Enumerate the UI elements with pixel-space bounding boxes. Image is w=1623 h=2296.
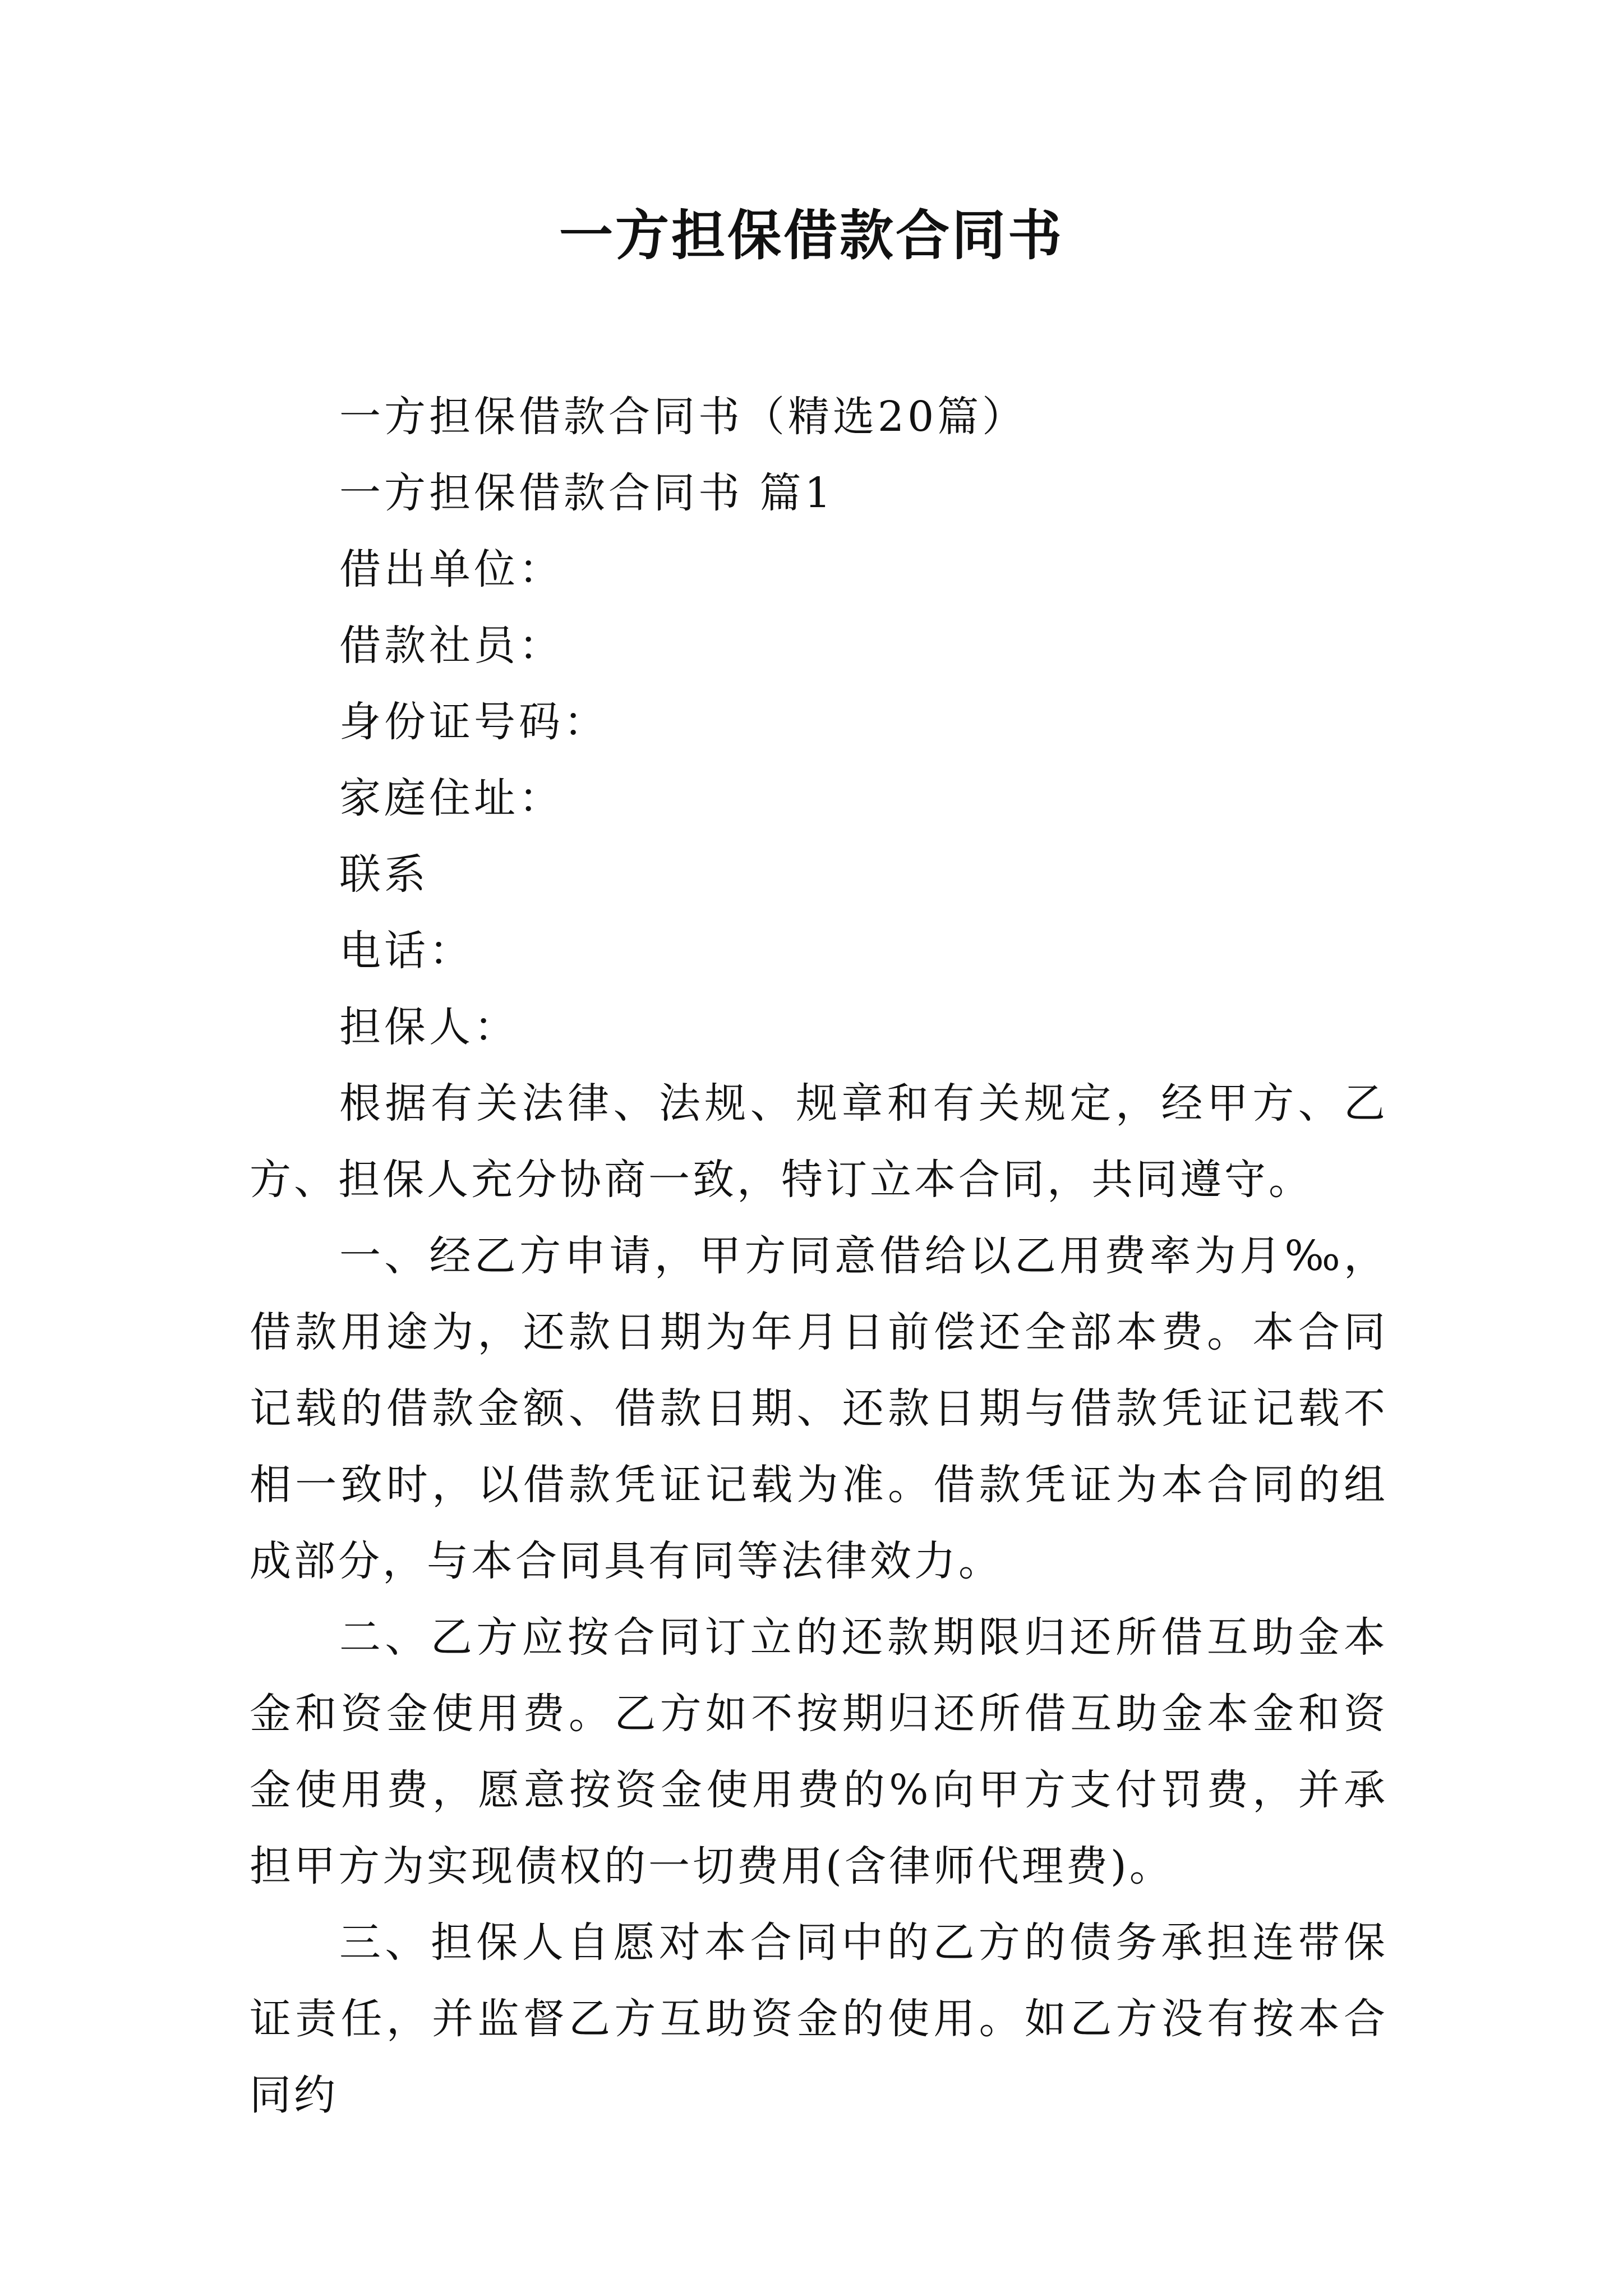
section-heading: 一方担保借款合同书 篇1: [339, 469, 834, 517]
paragraph-clause-1: 一、经乙方申请，甲方同意借给以乙用费率为月‰，借款用途为，还款日期为年月日前偿还全部本费。本合同记载的借款金额、借款日期、还款日期与借款凭证记载不相一致时，以借款凭证记载为准。借款凭证为本合同的组成部分，与本合同具有同等法律效力。: [250, 1232, 1388, 1585]
field-lender: 借出单位：: [339, 545, 564, 593]
field-contact: 联系: [339, 850, 429, 899]
document-body: [250, 379, 1388, 2133]
field-address: 家庭住址：: [339, 774, 564, 822]
paragraph-preamble: 根据有关法律、法规、规章和有关规定，经甲方、乙方、担保人充分协商一致，特订立本合同，共同遵守。: [250, 1079, 1388, 1204]
field-borrower: 借款社员：: [339, 622, 564, 670]
paragraph-clause-3: 三、担保人自愿对本合同中的乙方的债务承担连带保证责任，并监督乙方互助资金的使用。如乙方没有按本合同约: [250, 1918, 1388, 2119]
document-title: 一方担保借款合同书: [559, 204, 1064, 267]
field-phone: 电话：: [339, 927, 474, 975]
field-id-number: 身份证号码：: [339, 698, 608, 746]
document-subtitle: 一方担保借款合同书（精选20篇）: [339, 393, 1027, 441]
field-guarantor: 担保人：: [339, 1003, 519, 1051]
paragraph-clause-2: 二、乙方应按合同订立的还款期限归还所借互助金本金和资金使用费。乙方如不按期归还所借互助金本金和资金使用费，愿意按资金使用费的%向甲方支付罚费，并承担甲方为实现债权的一切费用(含律师代理费)。: [250, 1613, 1388, 1890]
